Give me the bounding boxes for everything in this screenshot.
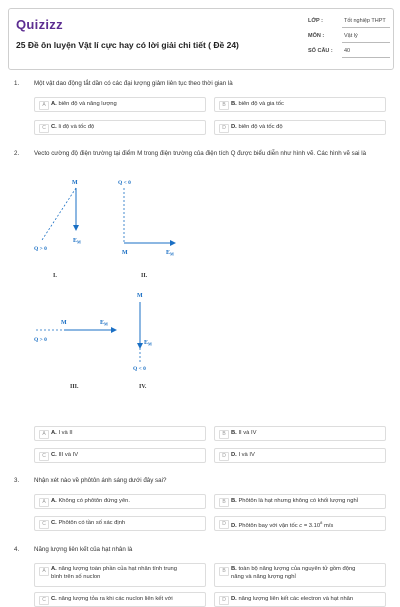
option-letter: D bbox=[219, 596, 229, 605]
option-letter: A bbox=[39, 567, 49, 576]
worksheet-header bbox=[8, 8, 394, 70]
meta-count-value: 40 bbox=[344, 48, 351, 54]
question-text: Nhận xét nào về phôtôn ánh sáng dưới đây sai? bbox=[34, 477, 167, 484]
option-letter: B bbox=[219, 430, 229, 439]
q2-option-d[interactable]: D D. I và IV bbox=[214, 448, 386, 463]
label-e: $E_M$ bbox=[73, 238, 81, 245]
label-figure-iii: III. bbox=[70, 384, 79, 390]
label-figure-ii: II. bbox=[141, 273, 148, 279]
option-letter: B bbox=[219, 101, 229, 110]
option-letter: B bbox=[219, 498, 229, 507]
q1-option-b[interactable]: B B. biên độ và gia tốc bbox=[214, 97, 386, 112]
question-number: 4. bbox=[14, 546, 20, 553]
document-title: 25 Đề ôn luyện Vật lí cực hay có lời giải chi tiết ( Đề 24) bbox=[16, 40, 239, 50]
q3-option-c[interactable]: C C. Phôtôn có tần số xác định bbox=[34, 516, 206, 531]
q4-option-c[interactable]: C C. năng lượng tỏa ra khi các nuclon liên kết với bbox=[34, 592, 206, 607]
question-text: Một vật dao động tắt dần có các đại lượng giảm liên tục theo thời gian là bbox=[34, 80, 233, 87]
label-e: $E_M$ bbox=[100, 320, 108, 327]
q3-option-d[interactable]: D D. Phôtôn bay với vận tốc $c = 3.10^8$ m/s bbox=[214, 516, 386, 531]
figure-iv bbox=[133, 293, 152, 390]
question-number: 3. bbox=[14, 477, 20, 484]
label-m: M bbox=[72, 180, 78, 186]
option-letter: A bbox=[39, 498, 49, 507]
label-m: M bbox=[137, 293, 143, 299]
label-q-positive: Q > 0 bbox=[34, 246, 47, 252]
label-e: $E_M$ bbox=[144, 340, 152, 347]
figure-i bbox=[34, 180, 81, 279]
label-q-positive: Q > 0 bbox=[34, 337, 47, 343]
question-text: Vecto cường độ điện trường tại điểm M trong điện trường của điện tích Q được biểu diễn như hình vẽ. Các hình vẽ sai là bbox=[34, 150, 367, 157]
option-letter: A bbox=[39, 430, 49, 439]
question-text: Năng lượng liên kết của hạt nhân là bbox=[34, 546, 133, 553]
q3-option-a[interactable]: A A. Không có phôtôn đứng yên. bbox=[34, 494, 206, 509]
quizizz-logo: Quizizz bbox=[16, 17, 63, 32]
meta-class-key: LỚP : bbox=[308, 18, 323, 24]
meta-class-value: Tốt nghiệp THPT bbox=[344, 18, 386, 24]
option-letter: C bbox=[39, 124, 49, 133]
q1-option-c[interactable]: C C. li độ và tốc độ bbox=[34, 120, 206, 135]
question-number: 2. bbox=[14, 150, 20, 157]
question-number: 1. bbox=[14, 80, 20, 87]
option-letter: B bbox=[219, 567, 229, 576]
q4-option-a[interactable]: A A. năng lượng toàn phần của hạt nhân tính trung bình trên số nuclon bbox=[34, 563, 206, 587]
option-letter: C bbox=[39, 520, 49, 529]
label-figure-iv: IV. bbox=[139, 384, 147, 390]
label-q-negative: Q < 0 bbox=[133, 366, 146, 372]
label-q-negative: Q < 0 bbox=[118, 180, 131, 186]
q4-option-b[interactable]: B B. toàn bộ năng lượng của nguyên tử gồm động năng và năng lượng nghỉ bbox=[214, 563, 386, 587]
option-letter: D bbox=[219, 124, 229, 133]
option-letter: D bbox=[219, 452, 229, 461]
q1-option-d[interactable]: D D. biên độ và tốc độ bbox=[214, 120, 386, 135]
label-m: M bbox=[122, 250, 128, 256]
label-m: M bbox=[61, 320, 67, 326]
figure-electric-field bbox=[20, 170, 200, 410]
label-e: $E_M$ bbox=[166, 250, 174, 257]
q2-option-b[interactable]: B B. II và IV bbox=[214, 426, 386, 441]
meta-count-key: SỐ CÂU : bbox=[308, 48, 333, 54]
q2-option-a[interactable]: A A. I và II bbox=[34, 426, 206, 441]
q3-option-b[interactable]: B B. Phôtôn là hạt nhưng không có khối lượng nghỉ bbox=[214, 494, 386, 509]
figure-iii bbox=[34, 320, 116, 390]
q1-option-a[interactable]: A A. biên độ và năng lượng bbox=[34, 97, 206, 112]
option-letter: C bbox=[39, 452, 49, 461]
option-letter: A bbox=[39, 101, 49, 110]
label-figure-i: I. bbox=[53, 273, 57, 279]
option-letter: D bbox=[219, 520, 229, 529]
q2-option-c[interactable]: C C. III và IV bbox=[34, 448, 206, 463]
meta-subject-value: Vật lý bbox=[344, 33, 358, 39]
figure-ii bbox=[118, 180, 175, 279]
option-letter: C bbox=[39, 596, 49, 605]
meta-subject-key: MÔN : bbox=[308, 33, 325, 39]
q4-option-d[interactable]: D D. năng lượng liên kết các electron và hạt nhân bbox=[214, 592, 386, 607]
